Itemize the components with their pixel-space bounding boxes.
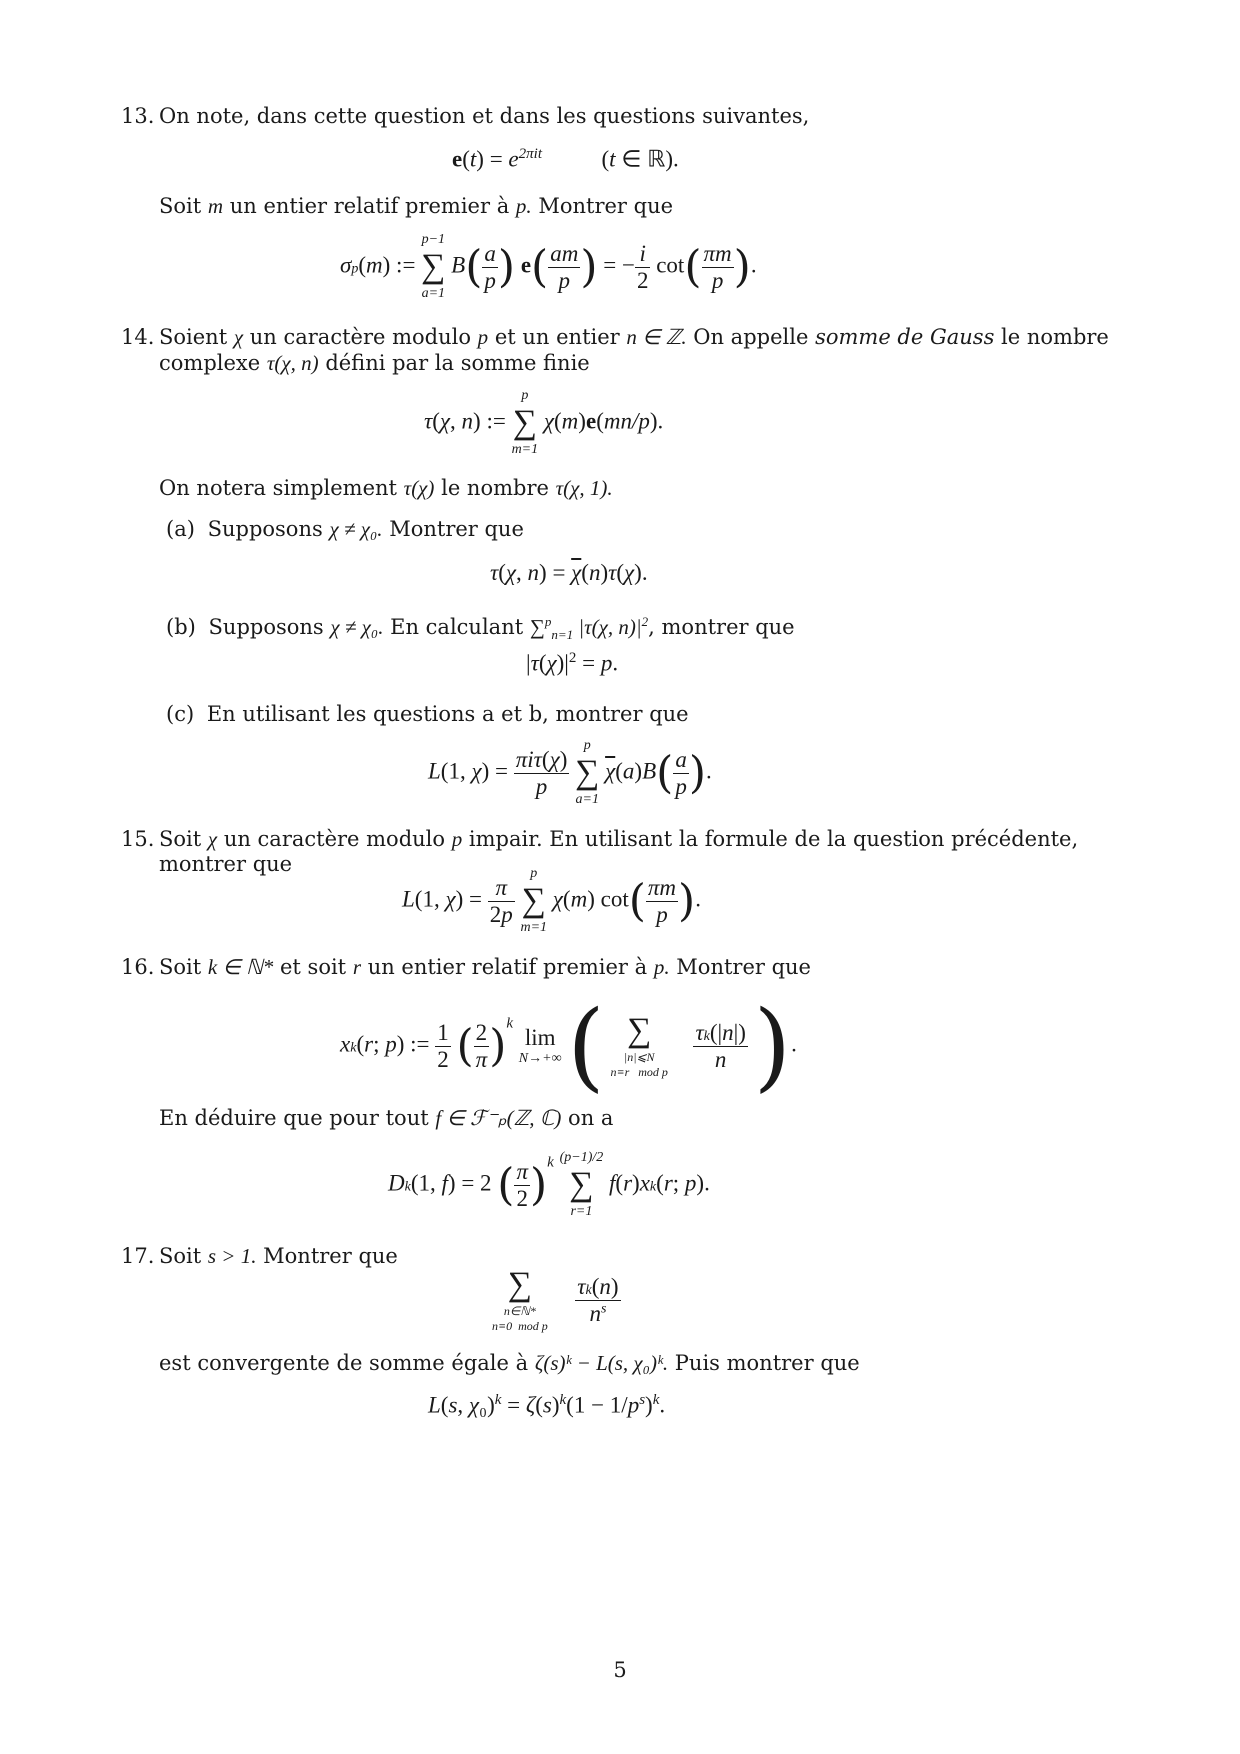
- q13-statement: Soit m un entier relatif premier à p. Montrer que: [159, 194, 674, 218]
- q13-intro: On note, dans cette question et dans les questions suivantes,: [159, 104, 810, 128]
- q17-line1: Soit s > 1. Montrer que: [159, 1244, 398, 1268]
- q15-line2: montrer que: [159, 852, 293, 876]
- q14a-line: (a) Supposons χ ≠ χ₀. Montrer que: [166, 517, 524, 541]
- q14a-equation: τ(χ, $n) = \overline{\chi}(n)\tau(\chi)$.: [490, 560, 648, 585]
- q14b-equation: $|\tau(\chi)|^2 = p$.: [526, 650, 619, 676]
- q14b-line: (b) Supposons χ ≠ χ₀. En calculant ∑$^p_{n=1}$ |τ(χ, $n)|^2$, montrer que: [166, 614, 795, 643]
- q14-equation-tau: τ(χ, n) := p ∑ m=1 χ(m)e(mn/p).: [424, 388, 664, 457]
- q14-line3: On notera simplement τ(χ) le nombre τ(χ, 1).: [159, 476, 613, 500]
- q16-number: 16.: [121, 955, 155, 979]
- q14c-equation: L(1, χ) = $\frac{\text{πiτ(χ)}}{p}$ p ∑ a=1 $\overline{\chi}(a)B$( $\frac{a}{p}$ ).: [428, 738, 712, 807]
- q17-equation-series: ∑ n∈ℕ* n≡0 mod p $\frac{\tau k(n)}{n^s}$: [492, 1266, 619, 1333]
- q16-line2: En déduire que pour tout f ∈ ℱ⁻ₚ(ℤ, ℂ) on a: [159, 1106, 614, 1130]
- q14-line2: complexe τ(χ, n) défini par la somme finie: [159, 351, 590, 375]
- q15-line1: Soit χ un caractère modulo p impair. En utilisant la formule de la question précédente,: [159, 827, 1079, 851]
- q14-number: 14.: [121, 325, 155, 349]
- q14c-line: (c) En utilisant les questions a et b, montrer que: [166, 702, 689, 726]
- page-number: 5: [613, 1658, 627, 1682]
- q15-number: 15.: [121, 827, 155, 851]
- q16-line1: Soit k ∈ ℕ* et soit r un entier relatif premier à p. Montrer que: [159, 955, 811, 979]
- q13-number: 13.: [121, 104, 155, 128]
- q17-equation-l: L(s, $\chi_0)^k = \zeta(s)^k(1 - 1/p^s)^k$.: [428, 1392, 666, 1418]
- q13-equation-e: $e(t) = e^{2\pi it}$ (t ∈ ℝ).: [452, 146, 679, 172]
- q15-equation: L(1, χ) = $\frac{\pi}{2p}$ p ∑ m=1 χ(m) cot( $\frac{\pi m}{p}$ ).: [402, 866, 701, 935]
- q13-equation-sigma: σp(m) := p−1 ∑ a=1 B( $\frac{a}{p}$ ) e( $\frac{am}{p}$ ) = − $\frac{i}{2}$ cot( $\frac{\pi m}{p}$ ).: [340, 232, 757, 301]
- q16-equation-d: Dk(1, f) = 2 ( $\frac{\pi}{2}$ )$^k$ (p−1)/2 ∑ r=1 f(r)xk(r; p).: [388, 1150, 710, 1219]
- q17-line2: est convergente de somme égale à ζ(s)ᵏ − L(s, χ₀)ᵏ. Puis montrer que: [159, 1351, 860, 1375]
- q14-line1: Soient χ un caractère modulo p et un entier n ∈ ℤ. On appelle somme de Gauss le nombre: [159, 325, 1109, 349]
- q17-number: 17.: [121, 1244, 155, 1268]
- q16-equation-x: xk(r; p) := $\frac{1}{2}$ ( $\frac{2}{\pi}$ )$^k$ lim N→+∞ ( ∑ |n|⩽N n≡r mod p $\frac{\tau k(|n|)}{n}$ ).: [340, 990, 797, 1102]
